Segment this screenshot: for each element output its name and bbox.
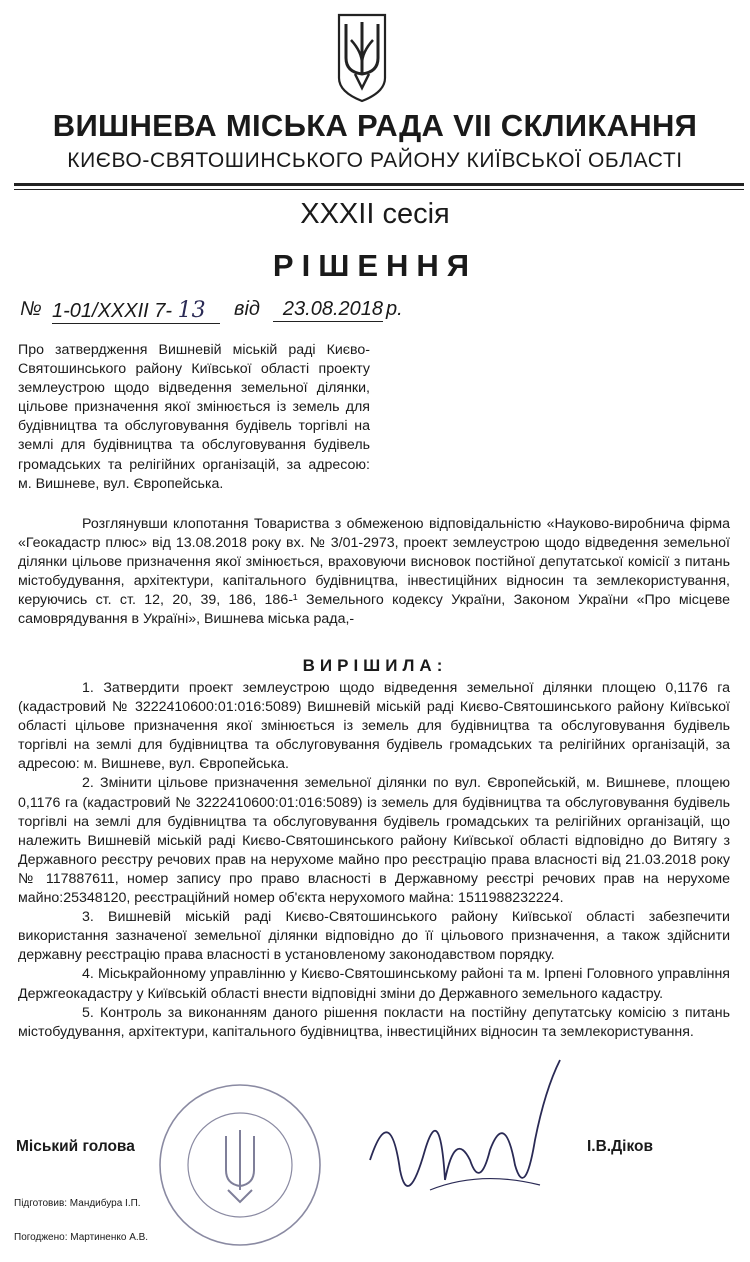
decision-number-handwritten: 13 [177,298,206,323]
official-seal-stamp [140,1070,340,1250]
resolution-item: 4. Міськрайонному управлінню у Києво-Святошинському районі та м. Ірпені Головного управління Держгеокадастру у Київській області внести відповідні зміни до Державного земельного кадастру. [18,966,730,1002]
preamble-paragraph: Розглянувши клопотання Товариства з обмеженою відповідальністю «Науково-виробнича фірма «Геокадастр плюс» від 13.08.2018 року вх. № 3/01-2973, проект землеустрою щодо відведення земельної ділянки цільове призначення якої змінюється, враховуючи висновок постійної депутатської комісії з питань містобудування, архітектури, капітального будівництва, інвестиційних відносин та землекористування, керуючись ст. ст. 12, 20, 39, 186, 186-¹ Земельного кодексу України, Законом України «Про місцеве самоврядування в Україні», Вишнева міська рада,- [18,516,730,628]
date-label: від [234,298,260,320]
header-rule-thin [14,189,744,190]
header-rule-thick [14,183,744,186]
decision-number-line [20,298,440,328]
resolution-item: 2. Змінити цільове призначення земельної ділянки по вул. Європейській, м. Вишневе, площею 0,1176 га (кадастровий № 3222410600:01:016:5089) із земель для будівництва та обслуговування будівель торгівлі на землі для будівництва та обслуговування будівель громадських та релігійних організацій, що належить Вишневій міській раді Києво-Святошинського району Київської області відповідно до Витягу з Державного реєстру речових прав на нерухоме майно про реєстрацію права власності від 21.03.2018 року № 117887611, номер запису про право власності в Державному реєстрі речових прав на нерухоме майно:25348120, реєстраційний номер об'єкта нерухомого майна: 1511988232224. [18,775,730,907]
resolution-items [18,679,730,1042]
prepared-by: Підготовив: Мандибура І.П. [14,1198,141,1209]
mayor-label: Міський голова [16,1138,135,1155]
district-title: КИЄВО-СВЯТОШИНСЬКОГО РАЙОНУ КИЇВСЬКОЇ ОБЛАСТІ [67,149,683,172]
decision-subject: Про затвердження Вишневій міській раді Києво-Святошинського району Київської області проекту землеустрою щодо відведення земельної ділянки, цільове призначення якої змінюється із земель для будівництва та обслуговування будівель торгівлі на землі для будівництва та обслуговування будівель громадських та релігійних організацій, за адресою: м. Вишневе, вул. Європейська. [18,342,370,492]
decision-number [52,298,220,324]
trident-emblem-icon [337,12,387,104]
session-title: XXXII сесія [300,198,450,230]
decision-title: РІШЕННЯ [272,248,478,283]
decision-date: 23.08.2018 [273,298,383,322]
year-suffix: р. [386,298,403,320]
resolution-item: 5. Контроль за виконанням даного рішення покласти на постійну депутатську комісію з питань містобудування, архітектури, капітального будівництва, інвестиційних відносин та землекористування. [18,1004,730,1040]
agreed-by: Погоджено: Мартиненко А.В. [14,1232,149,1243]
mayor-name: І.В.Діков [587,1138,654,1155]
council-title: ВИШНЕВА МІСЬКА РАДА VII СКЛИКАННЯ [52,108,698,143]
resolution-item: 3. Вишневій міській раді Києво-Святошинського району Київської області забезпечити використання зазначеної земельної ділянки відповідно до її цільового призначення, а також здійснити державну реєстрацію права власності в установленому законодавством порядку. [18,909,730,964]
mayor-signature [330,1040,630,1240]
resolution-item: 1. Затвердити проект землеустрою щодо відведення земельної ділянки площею 0,1176 га (кадастровий № 3222410600:01:016:5089) Вишневій міській раді Києво-Святошинського району Київської області цільове призначення якої змінюється із земель для будівництва та обслуговування будівель торгівлі на землі для будівництва та обслуговування будівель громадських та релігійних організацій, за адресою: м. Вишневе, вул. Європейська. [18,680,730,773]
decision-number-printed: 1-01/XXXII 7- [52,300,173,322]
number-label: № [20,298,42,320]
resolved-heading: ВИРІШИЛА: [302,656,448,675]
